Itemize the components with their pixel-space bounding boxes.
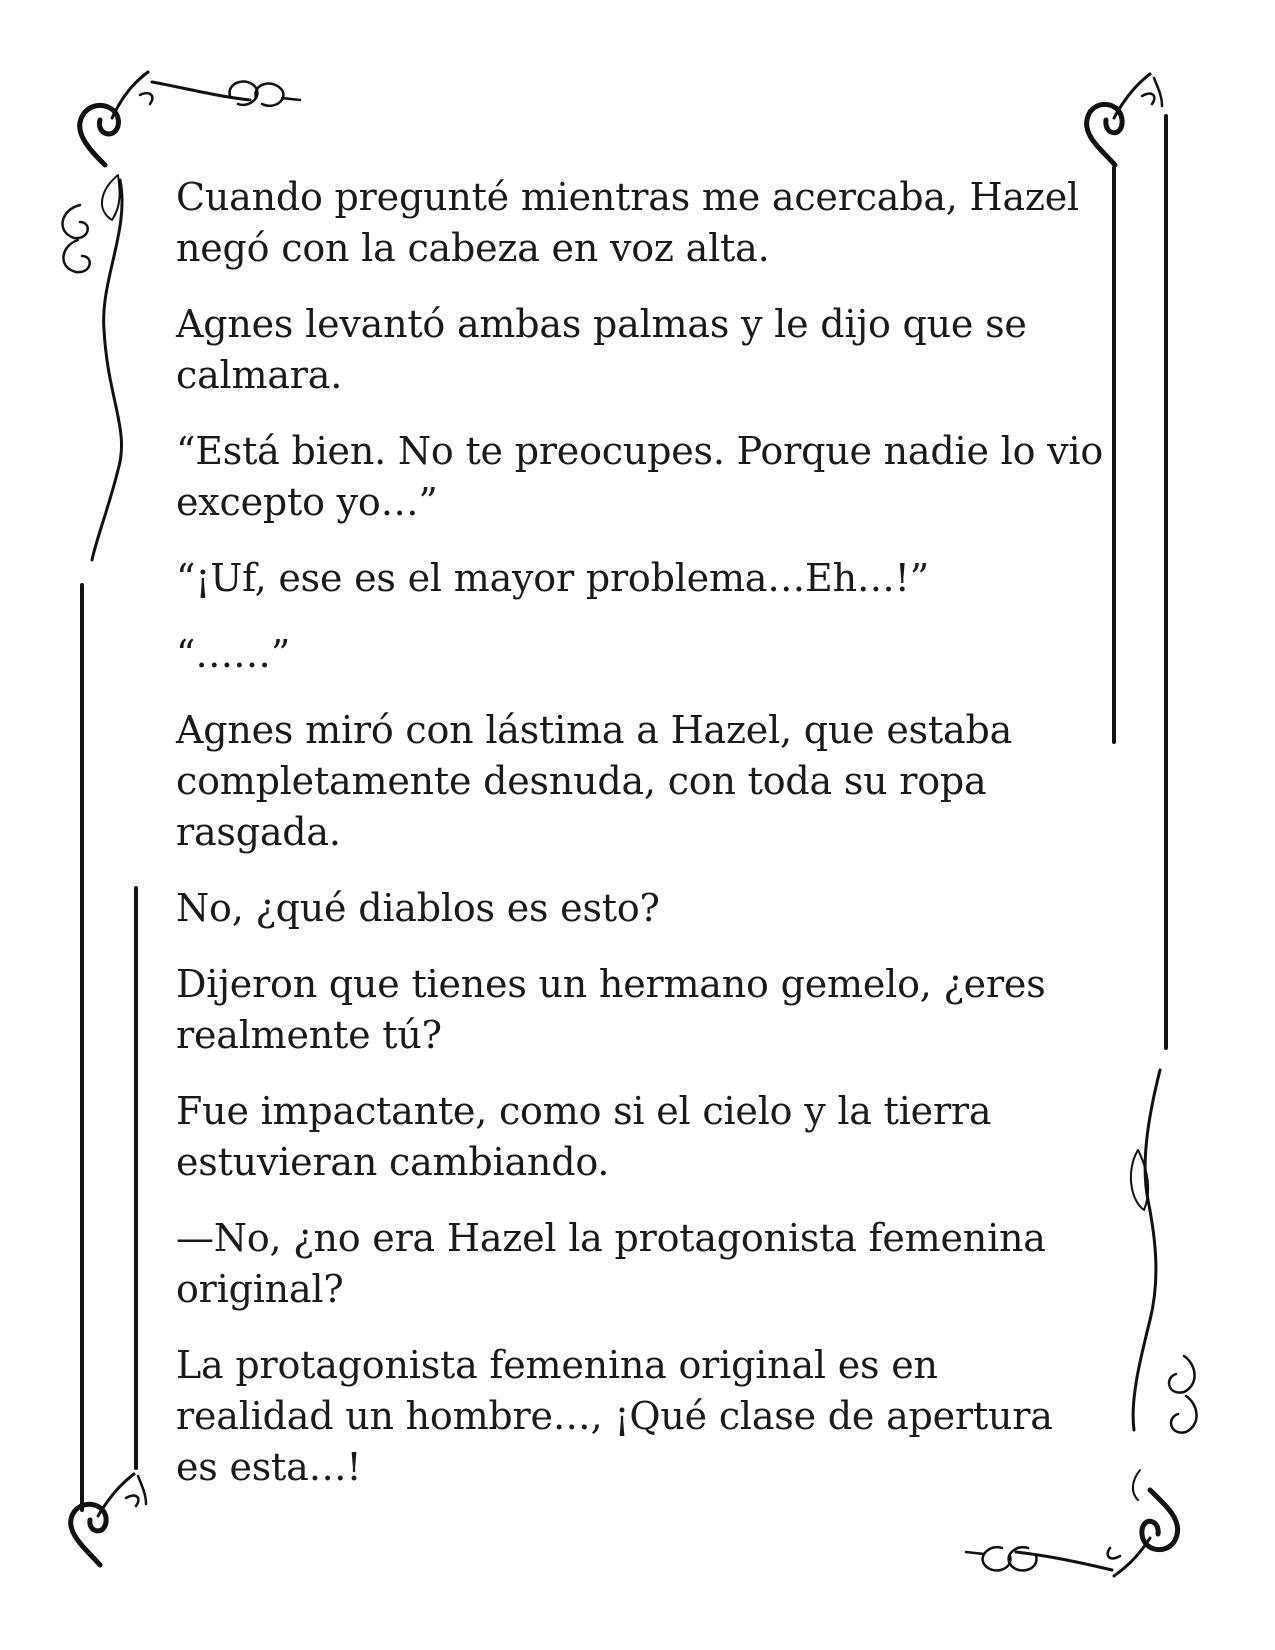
right-wavy-flourish-icon — [1131, 1070, 1197, 1433]
paragraph: No, ¿qué diablos es esto? — [176, 886, 660, 930]
paragraph: Dijeron que tienes un hermano gemelo, ¿eres realmente tú? — [176, 962, 1046, 1057]
paragraph: Agnes miró con lástima a Hazel, que estaba completamente desnuda, con toda su ropa rasgada. — [176, 708, 1013, 854]
story-text — [176, 172, 1106, 1518]
paragraph: “Está bien. No te preocupes. Porque nadie lo vio excepto yo…” — [176, 429, 1104, 524]
paragraph: “……” — [176, 632, 291, 676]
paragraph: La protagonista femenina original es en realidad un hombre…, ¡Qué clase de apertura es esta…! — [176, 1343, 1053, 1489]
paragraph: Agnes levantó ambas palmas y le dijo que se calmara. — [176, 302, 1027, 397]
paragraph: Fue impactante, como si el cielo y la tierra estuvieran cambiando. — [176, 1089, 992, 1184]
paragraph: “¡Uf, ese es el mayor problema…Eh…!” — [176, 556, 929, 600]
paragraph: Cuando pregunté mientras me acercaba, Hazel negó con la cabeza en voz alta. — [176, 175, 1079, 270]
paragraph: —No, ¿no era Hazel la protagonista femenina original? — [176, 1216, 1046, 1311]
top-right-flourish-icon — [1087, 74, 1162, 165]
